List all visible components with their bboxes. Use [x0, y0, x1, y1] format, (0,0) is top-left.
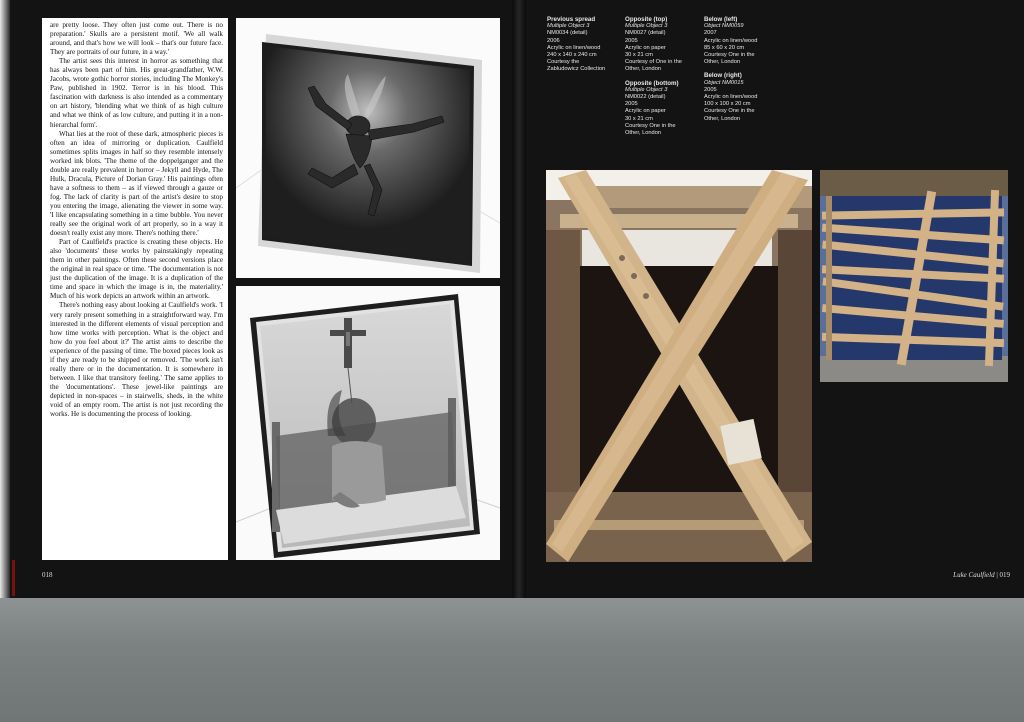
object-photo-crate-x — [546, 170, 812, 562]
caption-line: 30 x 21 cm — [625, 115, 653, 122]
caption-line: Other, London — [704, 115, 741, 122]
caption-line: Acrylic on linen/wood — [704, 94, 758, 101]
caption-line: 100 x 100 x 20 cm — [704, 101, 751, 108]
object-photo-slats — [820, 170, 1008, 382]
slatted-object — [820, 170, 1008, 382]
cover-edge — [12, 560, 15, 596]
caption-previous-spread — [547, 16, 625, 74]
page-number-left: 018 — [42, 571, 53, 579]
caption-line: Acrylic on linen/wood — [547, 44, 601, 51]
caption-column-2 — [625, 16, 703, 143]
caption-line: 2007 — [704, 30, 717, 37]
caption-line: Acrylic on paper — [625, 44, 666, 51]
caption-heading: Below (left) — [704, 16, 738, 23]
caption-line: Multiple Object 3 — [625, 23, 668, 30]
article-text-column — [42, 18, 228, 560]
caption-line: Zabludowicz Collection — [547, 66, 606, 73]
caption-line: Courtesy One in the — [625, 122, 676, 129]
caption-line: Courtesy of One in the — [625, 59, 682, 66]
paragraph: Part of Caulfield's practice is creating these objects. He also 'documents' these works by painstakingly repeating them in other paintings. Often these second versions place the original in real space or time. 'The documentation is not just the duplication of the image. It is a duplication of the time and space in which the image is in, the materiality.' Much of his work depicts an artwork within an artwork. — [50, 238, 223, 301]
caption-heading: Opposite (bottom) — [625, 79, 679, 87]
caption-line: 2006 — [547, 37, 560, 44]
caption-line: Courtesy One in the — [704, 108, 755, 115]
footer-separator: | — [996, 571, 1000, 579]
bed-figure-painting — [236, 286, 500, 560]
caption-line: Courtesy the — [547, 59, 580, 66]
caption-line: 85 x 60 x 20 cm — [704, 44, 745, 51]
caption-line: Object NM0059 — [704, 23, 744, 30]
caption-line: Other, London — [625, 130, 662, 137]
caption-below-right — [704, 72, 784, 122]
caption-below-left — [704, 16, 784, 66]
caption-line: 240 x 140 x 240 cm — [547, 52, 597, 59]
crate-x-object — [546, 170, 812, 562]
caption-opposite-top — [625, 16, 703, 74]
caption-line: NM0022 (detail) — [625, 94, 666, 101]
page-edge — [0, 0, 10, 598]
artwork-photo-bottom — [236, 286, 500, 560]
caption-line: Object NM0015 — [704, 79, 744, 86]
running-footer — [953, 571, 1010, 579]
table-surface — [0, 598, 1024, 722]
caption-line: NM0034 (detail) — [547, 30, 588, 37]
artwork-photo-top — [236, 18, 500, 278]
paragraph: The artist sees this interest in horror as something that has always been part of him. His great-grandfather, W.W. Jacobs, wrote gothic horror stories, including The Monkey's Paw, published in 1902. Terror is in his blood. This fascination with darkness is also intended as a commentary on art history, 'blending what we think of as high culture and what we think of as low culture, and putting it in a non-hierarchal form'. — [50, 57, 223, 129]
caption-opposite-bottom — [625, 80, 703, 138]
caption-column-3 — [704, 16, 784, 129]
paragraph: What lies at the root of these dark, atmospheric pieces is often an idea of mirroring or duplication. Caulfield sometimes splits images in half so they resemble intensely worked ink blots. 'The theme of the doppelganger and the double are really prevalent in horror – Jekyll and Hyde, The Hulk, Dracula, Picture of Dorian Gray.' His paintings often have a softness to them – as if viewed through a gauze or fog. The lack of clarity is part of the artist's desire to stop you entering the image, alienating the viewer in some way. 'I like encapsulating something in a time bubble. You never really see the original work of art properly, so in a way it doesn't really exist any more. There's nothing there.' — [50, 129, 223, 238]
caption-line: 30 x 21 cm — [625, 52, 653, 59]
caption-line: Acrylic on linen/wood — [704, 37, 758, 44]
page-number-right: 019 — [999, 571, 1010, 579]
paragraph: There's nothing easy about looking at Caulfield's work. 'I very rarely present something in a straightforward way. I'm interested in the different elements of visual perception and how time works with perception. What is the object and how do you feel about it?' The artist aims to describe the experience of the passing of time. The boxed pieces look as if they are ready to be shipped or removed. 'The work isn't really there or in the documentation. It is somewhere in between. I like that transitory feeling.' The same applies to the 'documentations'. These jewel-like paintings are depicted in non-spaces – in stairwells, sheds, in the white void of an empty room. The artist is not just recording the works. He is documenting the process of looking. — [50, 301, 223, 419]
artist-name: Luke Caulfield — [953, 571, 995, 579]
falling-figure-painting — [236, 18, 500, 278]
caption-line: Multiple Object 3 — [547, 23, 590, 30]
spine — [512, 0, 526, 598]
caption-heading: Previous spread — [547, 16, 596, 23]
caption-line: NM0027 (detail) — [625, 30, 666, 37]
caption-line: Acrylic on paper — [625, 108, 666, 115]
caption-line: Other, London — [704, 59, 741, 66]
caption-line: 2005 — [704, 86, 717, 93]
caption-heading: Below (right) — [704, 72, 742, 80]
caption-line: 2005 — [625, 37, 638, 44]
paragraph: are pretty loose. They often just come out. There is no preparation.' Skulls are a persistent motif. 'We all walk around, and that's how we will look – that's our future face. They are portraits of our future, in a way.' — [50, 21, 223, 57]
caption-line: 2005 — [625, 101, 638, 108]
caption-line: Multiple Object 3 — [625, 86, 668, 93]
caption-column-1 — [547, 16, 625, 80]
caption-line: Courtesy One in the — [704, 52, 755, 59]
caption-line: Other, London — [625, 66, 662, 73]
caption-heading: Opposite (top) — [625, 16, 668, 23]
